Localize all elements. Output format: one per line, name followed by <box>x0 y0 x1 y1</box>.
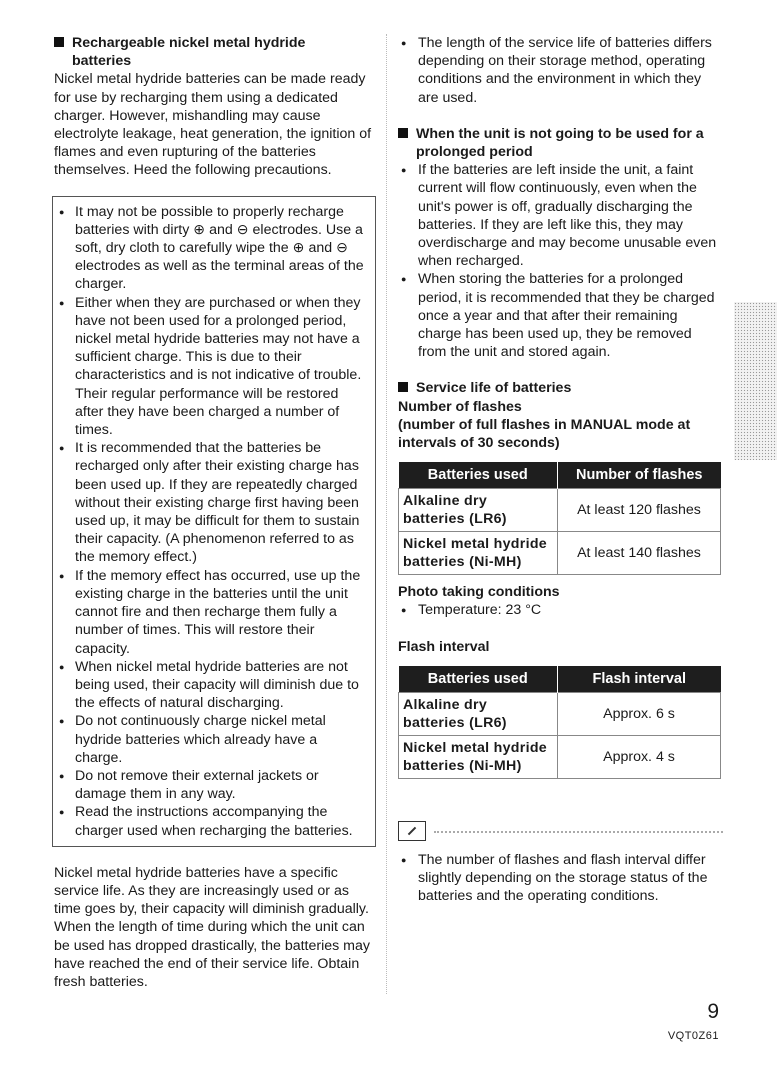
prolonged-heading-line1: When the unit is not going to be used for a <box>416 125 704 142</box>
flash-interval-heading: Flash interval <box>398 638 490 655</box>
left-column <box>54 34 376 991</box>
battery-type-cell: Nickel metal hydride batteries (Ni-MH) <box>399 532 558 575</box>
prolonged-heading-line2: prolonged period <box>416 144 533 161</box>
flash-count-cell: At least 140 flashes <box>558 532 721 575</box>
prolonged-heading <box>398 125 723 161</box>
table-row <box>399 692 721 735</box>
flashes-condition-label: (number of full flashes in MANUAL mode at intervals of 30 seconds) <box>398 416 691 452</box>
precaution-item: ● It may not be possible to properly recharge batteries with dirty ⊕ and ⊖ electrodes. Use a soft, dry cloth to carefully wipe the ⊕ and ⊖ electrodes as well as the terminal areas of the charger. <box>57 203 367 294</box>
nimh-heading <box>54 34 376 70</box>
section-tab <box>734 302 777 460</box>
note-pencil-icon <box>398 821 426 841</box>
battery-type-cell: Alkaline dry batteries (LR6) <box>399 489 558 532</box>
interval-cell: Approx. 6 s <box>558 692 721 735</box>
table-row <box>399 735 721 778</box>
service-heading: Service life of batteries <box>398 379 723 397</box>
battery-type-cell: Nickel metal hydride batteries (Ni-MH) <box>399 735 558 778</box>
column-divider <box>386 34 387 994</box>
number-of-flashes-label: Number of flashes <box>398 398 522 415</box>
precaution-item: ● Read the instructions accompanying the charger used when recharging the batteries. <box>57 803 367 839</box>
page-number: 9 <box>707 1000 719 1023</box>
nimh-heading-line1: Rechargeable nickel metal hydride <box>72 35 306 51</box>
nimh-intro: Nickel metal hydride batteries can be made ready for use by recharging them using a dedicated charger. However, mishandling may cause electrolyte leakage, heat generation, the ignition of flames and even rupturing of the batteries themselves. Heed the following precautions. <box>54 71 372 179</box>
interval-table <box>398 666 721 779</box>
precaution-item: ● It is recommended that the batteries be recharged only after their existing charge has been used up. If they are repeatedly charged without their existing charge first having been used up, it may be difficult for them to sustain their capacity. (A phenomenon referred to as the memory effect.) <box>57 439 367 566</box>
dotted-rule <box>434 831 723 833</box>
square-bullet-icon <box>398 128 408 138</box>
photo-conditions-heading: Photo taking conditions <box>398 584 560 601</box>
table-header: Batteries used <box>399 666 558 693</box>
table-row <box>399 489 721 532</box>
precaution-item: ● Do not remove their external jackets or damage them in any way. <box>57 767 367 803</box>
table-header: Number of flashes <box>558 462 721 489</box>
square-bullet-icon <box>54 37 64 47</box>
note-marker <box>398 821 723 841</box>
table-row <box>399 532 721 575</box>
table-header: Batteries used <box>399 462 558 489</box>
service-life-paragraph: Nickel metal hydride batteries have a specific service life. As they are increasingly used or as time goes by, their capacity will diminish gradually. When the length of time during which the unit can be used has dropped drastically, the batteries may have reached the end of their service life. Obtain fresh batteries. <box>54 864 370 990</box>
model-code: VQT0Z61 <box>667 1030 719 1042</box>
flash-count-cell: At least 120 flashes <box>558 489 721 532</box>
prolonged-item: ● When storing the batteries for a prolonged period, it is recommended that they be charged once a year and that after their remaining charge has been used up, they be removed from the unit and stored again. <box>398 270 723 361</box>
interval-cell: Approx. 4 s <box>558 735 721 778</box>
nimh-heading-line2: batteries <box>72 53 132 70</box>
square-bullet-icon <box>398 382 408 392</box>
service-life-note: ● The length of the service life of batteries differs depending on their storage method, operating conditions and the environment in which they are used. <box>398 34 723 107</box>
photo-condition-item: ● Temperature: 23 °C <box>398 601 723 619</box>
right-column <box>398 34 723 905</box>
precautions-box <box>52 196 376 847</box>
flashes-table <box>398 462 721 575</box>
table-header: Flash interval <box>558 666 721 693</box>
note-item: ● The number of flashes and flash interval differ slightly depending on the storage status of the batteries and the operating conditions. <box>398 851 723 906</box>
battery-type-cell: Alkaline dry batteries (LR6) <box>399 692 558 735</box>
prolonged-item: ● If the batteries are left inside the unit, a faint current will flow continuously, even when the unit's power is off, gradually discharging the batteries. If they are left like this, they may overdischarge and may become unusable even when recharged. <box>398 161 723 270</box>
precaution-item: ● Do not continuously charge nickel metal hydride batteries which already have a charge. <box>57 712 367 767</box>
precaution-item: ● When nickel metal hydride batteries are not being used, their capacity will diminish due to the effects of natural discharging. <box>57 658 367 713</box>
precaution-item: ● If the memory effect has occurred, use up the existing charge in the batteries until the unit cannot fire and then recharge them fully a number of times. This will restore their capacity. <box>57 567 367 658</box>
precaution-item: ● Either when they are purchased or when they have not been used for a prolonged period, nickel metal hydride batteries may not have a sufficient charge. This is due to their characteristics and is not indicative of trouble. Their regular performance will be restored after they have been charged a number of times. <box>57 294 367 440</box>
